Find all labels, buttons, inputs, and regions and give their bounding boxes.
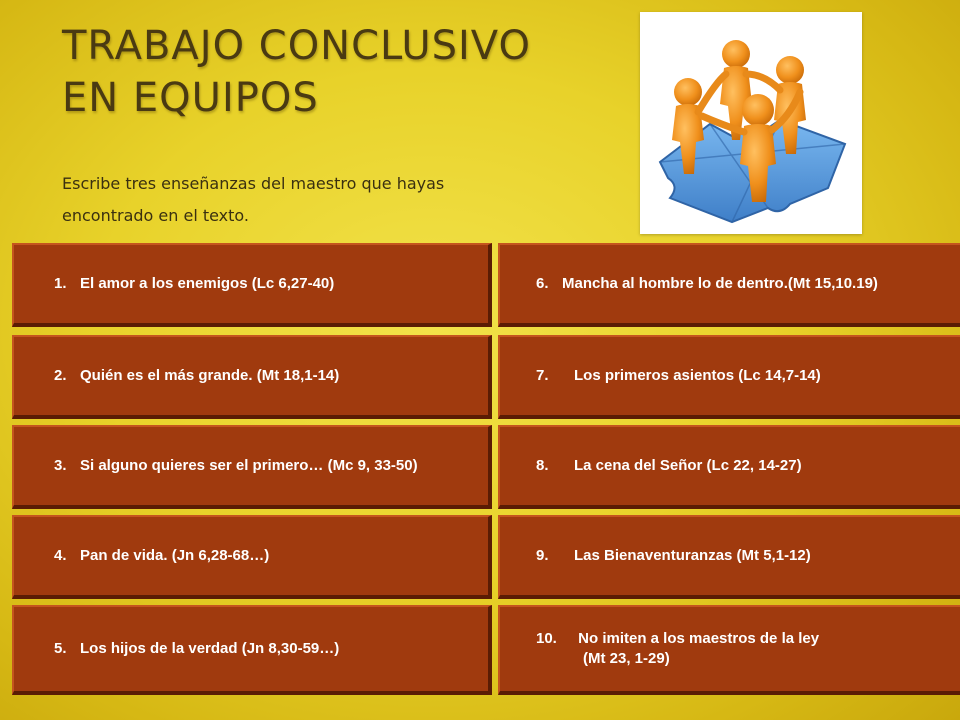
slide-title: [62, 20, 531, 124]
item-number: 9.: [536, 547, 549, 564]
item-number: 8.: [536, 457, 549, 474]
teaching-item-5: [12, 605, 492, 695]
teaching-item-3: [12, 425, 492, 509]
item-text: Pan de vida. (Jn 6,28-68…): [80, 547, 270, 564]
item-text: Los hijos de la verdad (Jn 8,30-59…): [80, 640, 340, 657]
teaching-item-6: [498, 243, 960, 327]
item-text: Si alguno quieres ser el primero… (Mc 9, 33-50): [80, 457, 418, 474]
item-number: 5.: [54, 640, 67, 657]
teaching-item-9: [498, 515, 960, 599]
teaching-item-7: [498, 335, 960, 419]
item-text: Las Bienaventuranzas (Mt 5,1-12): [574, 547, 811, 564]
item-text: Mancha al hombre lo de dentro.(Mt 15,10.19): [562, 275, 878, 292]
teaching-item-2: [12, 335, 492, 419]
instruction-text: Escribe tres enseñanzas del maestro que hayas encontrado en el texto.: [62, 174, 445, 225]
item-text: La cena del Señor (Lc 22, 14-27): [574, 457, 802, 474]
teamwork-illustration: [640, 12, 862, 234]
teaching-item-4: [12, 515, 492, 599]
item-text: El amor a los enemigos (Lc 6,27-40): [80, 275, 335, 292]
teamwork-puzzle-icon: [640, 12, 862, 234]
item-number: 1.: [54, 275, 67, 292]
teachings-grid: [12, 243, 942, 695]
title-line-2: EN EQUIPOS: [62, 75, 319, 121]
item-text-line-2: (Mt 23, 1-29): [583, 650, 670, 667]
item-number: 2.: [54, 367, 67, 384]
item-number: 4.: [54, 547, 67, 564]
item-text-block: [536, 629, 819, 669]
item-text: No imiten a los maestros de la ley: [578, 630, 820, 647]
teaching-item-10: [498, 605, 960, 695]
item-text: Los primeros asientos (Lc 14,7-14): [574, 367, 821, 384]
item-number: 6.: [536, 275, 549, 292]
teaching-item-1: [12, 243, 492, 327]
item-number: 7.: [536, 367, 549, 384]
item-number: 10.: [536, 630, 557, 647]
teaching-item-8: [498, 425, 960, 509]
item-text: Quién es el más grande. (Mt 18,1-14): [80, 367, 340, 384]
item-number: 3.: [54, 457, 67, 474]
title-line-1: TRABAJO CONCLUSIVO: [62, 23, 531, 69]
